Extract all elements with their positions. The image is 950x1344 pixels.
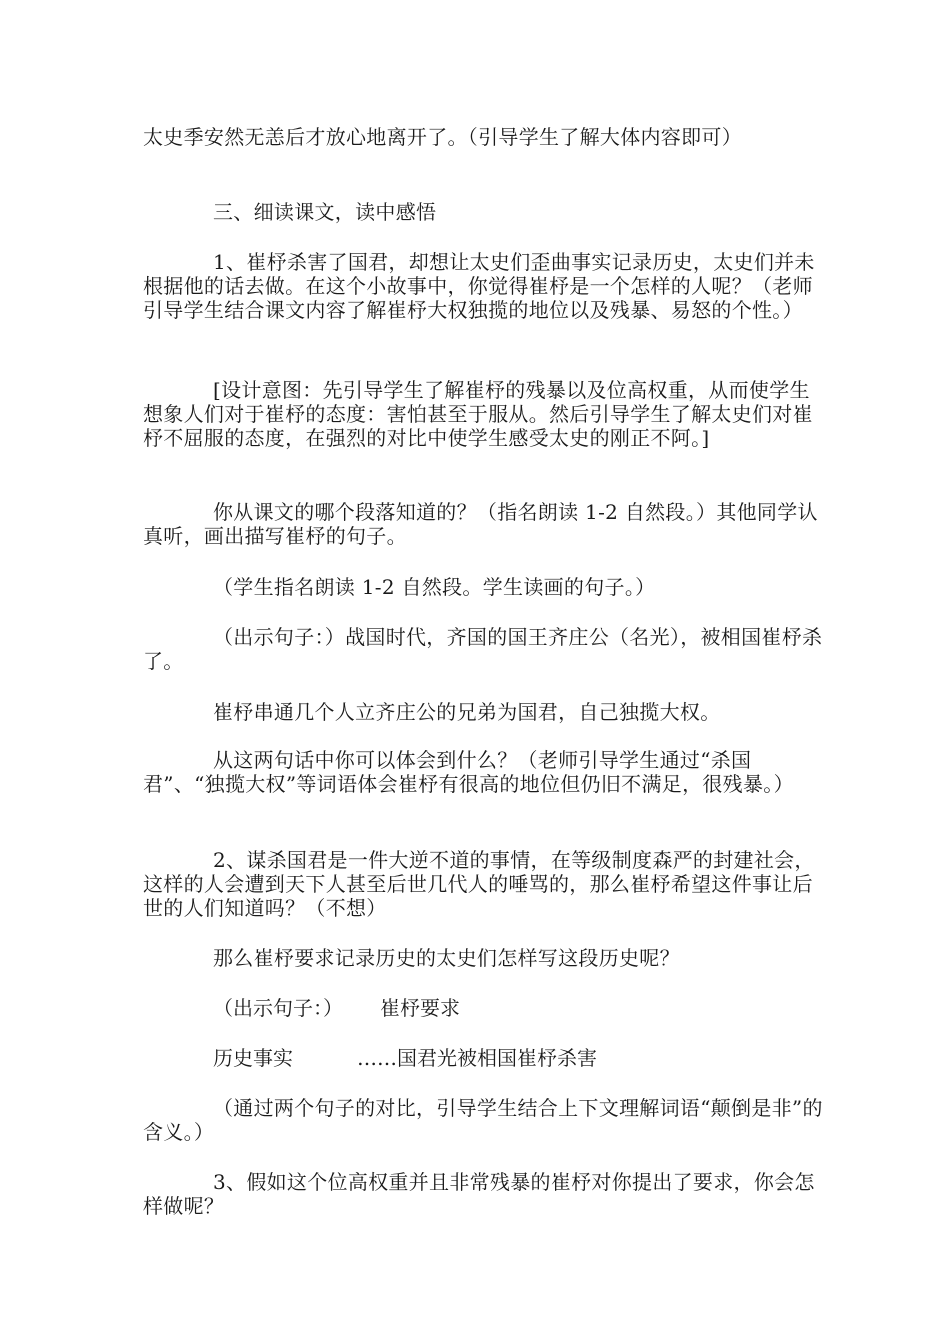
paragraph-question-1: 1、崔杼杀害了国君，却想让太史们歪曲事实记录历史，太史们并未根据他的话去做。在这个小故事中，你觉得崔杼是一个怎样的人呢？（老师引导学生结合课文内容了解崔杼大权独揽的地位以及残暴、易怒的个性。） bbox=[143, 250, 815, 322]
paragraph-reflection: 从这两句话中你可以体会到什么？（老师引导学生通过“杀国君”、“独揽大权”等词语体会崔杼有很高的地位但仍旧不满足，很残暴。） bbox=[143, 748, 794, 796]
cuizhu-demand: 崔杼要求 bbox=[380, 996, 460, 1020]
paragraph-comparison: （通过两个句子的对比，引导学生结合上下文理解词语“颠倒是非”的含义。） bbox=[143, 1096, 823, 1144]
paragraph-student-reading: （学生指名朗读 1-2 自然段。学生读画的句子。） bbox=[213, 575, 656, 599]
show-sentence-label: （出示句子：） bbox=[213, 996, 343, 1020]
paragraph-sentence-2: 崔杼串通几个人立齐庄公的兄弟为国君，自己独揽大权。 bbox=[213, 700, 721, 724]
paragraph-sentence-1: （出示句子：）战国时代，齐国的国王齐庄公（名光），被相国崔杼杀了。 bbox=[143, 625, 823, 673]
paragraph-reading-prompt: 你从课文的哪个段落知道的？（指名朗读 1-2 自然段。）其他同学认真听，画出描写崔杼的句子。 bbox=[143, 500, 818, 548]
historical-fact-text: ……国君光被相国崔杼杀害 bbox=[357, 1046, 597, 1070]
paragraph-how-to-write: 那么崔杼要求记录历史的太史们怎样写这段历史呢？ bbox=[213, 946, 680, 970]
paragraph-question-3: 3、假如这个位高权重并且非常残暴的崔杼对你提出了要求，你会怎样做呢？ bbox=[143, 1170, 815, 1218]
section-heading: 三、细读课文，读中感悟 bbox=[213, 200, 437, 224]
paragraph-continuation: 太史季安然无恙后才放心地离开了。（引导学生了解大体内容即可） bbox=[143, 125, 742, 149]
paragraph-question-2: 2、谋杀国君是一件大逆不道的事情，在等级制度森严的封建社会，这样的人会遭到天下人甚至后世几代人的唾骂的，那么崔杼希望这件事让后世的人们知道吗？（不想） bbox=[143, 848, 815, 920]
historical-fact-label: 历史事实 bbox=[213, 1046, 293, 1070]
paragraph-design-intent: [设计意图：先引导学生了解崔杼的残暴以及位高权重，从而使学生想象人们对于崔杼的态度：害怕甚至于服从。然后引导学生了解太史们对崔杼不屈服的态度，在强烈的对比中使学生感受太史的刚正不阿。] bbox=[143, 378, 813, 450]
